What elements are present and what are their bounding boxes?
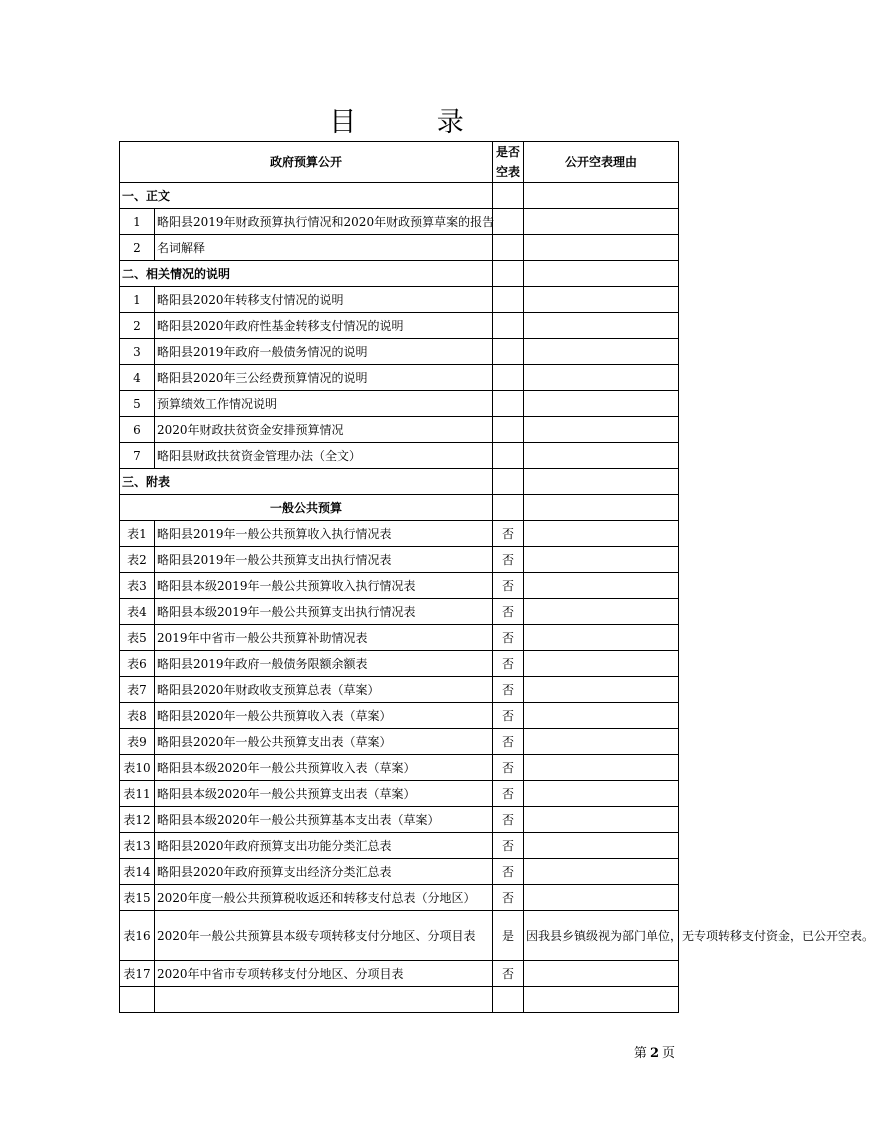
item-number: 5 — [120, 391, 155, 417]
toc-table — [119, 141, 874, 1013]
item-empty-flag: 否 — [493, 625, 524, 651]
item-reason — [524, 287, 679, 313]
item-reason — [524, 807, 679, 833]
item-reason — [524, 833, 679, 859]
item-number: 表5 — [120, 625, 155, 651]
item-reason — [524, 365, 679, 391]
page-prefix: 第 — [633, 1046, 647, 1061]
table-row — [120, 807, 679, 833]
table-row — [120, 599, 679, 625]
page-suffix: 页 — [661, 1046, 675, 1061]
item-number: 表10 — [120, 755, 155, 781]
item-name: 略阳县2019年一般公共预算收入执行情况表 — [155, 521, 493, 547]
item-reason — [524, 547, 679, 573]
item-empty-flag: 否 — [493, 677, 524, 703]
item-empty-flag: 否 — [493, 807, 524, 833]
section-title: 一、正文 — [120, 183, 493, 209]
item-empty-flag: 是 — [493, 911, 524, 961]
item-name: 2020年一般公共预算县本级专项转移支付分地区、分项目表 — [155, 911, 493, 961]
item-number: 2 — [120, 235, 155, 261]
item-number: 7 — [120, 443, 155, 469]
table-row — [120, 961, 679, 987]
item-empty-flag: 否 — [493, 961, 524, 987]
item-empty-flag: 否 — [493, 651, 524, 677]
section-row — [120, 261, 679, 287]
item-number: 表2 — [120, 547, 155, 573]
item-reason — [524, 677, 679, 703]
item-empty-flag — [493, 391, 524, 417]
document-title: 目 录 — [329, 107, 500, 138]
item-number: 表1 — [120, 521, 155, 547]
item-reason — [524, 339, 679, 365]
item-name: 略阳县本级2020年一般公共预算收入表（草案） — [155, 755, 493, 781]
item-empty-flag — [493, 209, 524, 235]
item-number: 表3 — [120, 573, 155, 599]
item-reason — [524, 521, 679, 547]
item-number: 表17 — [120, 961, 155, 987]
header-name: 政府预算公开 — [120, 142, 493, 183]
header-reason: 公开空表理由 — [524, 142, 679, 183]
table-row — [120, 859, 679, 885]
item-number: 表12 — [120, 807, 155, 833]
item-number: 表9 — [120, 729, 155, 755]
item-empty-flag: 否 — [493, 521, 524, 547]
section-row — [120, 183, 679, 209]
item-empty-flag: 否 — [493, 703, 524, 729]
section-row — [120, 469, 679, 495]
item-reason — [524, 703, 679, 729]
table-header-row — [120, 142, 679, 183]
item-name: 略阳县本级2019年一般公共预算支出执行情况表 — [155, 599, 493, 625]
blank-cell — [155, 987, 493, 1013]
table-row — [120, 443, 679, 469]
item-name: 2020年财政扶贫资金安排预算情况 — [155, 417, 493, 443]
item-number: 表8 — [120, 703, 155, 729]
item-empty-flag: 否 — [493, 729, 524, 755]
item-name: 2020年中省市专项转移支付分地区、分项目表 — [155, 961, 493, 987]
table-row — [120, 755, 679, 781]
table-row — [120, 781, 679, 807]
table-row — [120, 339, 679, 365]
item-number: 表14 — [120, 859, 155, 885]
empty-cell — [493, 469, 524, 495]
item-empty-flag: 否 — [493, 755, 524, 781]
item-empty-flag: 否 — [493, 885, 524, 911]
item-reason — [524, 599, 679, 625]
item-name: 略阳县财政扶贫资金管理办法（全文） — [155, 443, 493, 469]
item-number: 表4 — [120, 599, 155, 625]
item-reason — [524, 391, 679, 417]
table-row — [120, 547, 679, 573]
item-name: 名词解释 — [155, 235, 493, 261]
item-empty-flag — [493, 339, 524, 365]
reason-cell — [524, 261, 679, 287]
item-name: 2019年中省市一般公共预算补助情况表 — [155, 625, 493, 651]
item-empty-flag — [493, 287, 524, 313]
table-row — [120, 287, 679, 313]
item-empty-flag: 否 — [493, 599, 524, 625]
table-row — [120, 391, 679, 417]
item-number: 表11 — [120, 781, 155, 807]
item-name: 略阳县2020年政府性基金转移支付情况的说明 — [155, 313, 493, 339]
item-reason — [524, 417, 679, 443]
empty-cell — [493, 495, 524, 521]
reason-cell — [524, 495, 679, 521]
table-row — [120, 235, 679, 261]
item-reason — [524, 961, 679, 987]
table-row — [120, 651, 679, 677]
item-reason: 因我县乡镇级视为部门单位，无专项转移支付资金，已公开空表。 — [524, 911, 679, 961]
section-title: 二、相关情况的说明 — [120, 261, 493, 287]
table-row — [120, 625, 679, 651]
item-empty-flag: 否 — [493, 547, 524, 573]
item-number: 6 — [120, 417, 155, 443]
item-empty-flag: 否 — [493, 781, 524, 807]
item-name: 略阳县2020年政府预算支出经济分类汇总表 — [155, 859, 493, 885]
item-empty-flag — [493, 417, 524, 443]
item-name: 略阳县本级2020年一般公共预算支出表（草案） — [155, 781, 493, 807]
reason-cell — [524, 469, 679, 495]
item-reason — [524, 443, 679, 469]
blank-row — [120, 987, 679, 1013]
page-num: 2 — [649, 1046, 659, 1061]
table-row — [120, 313, 679, 339]
item-number: 表16 — [120, 911, 155, 961]
empty-cell — [493, 183, 524, 209]
table-row — [120, 911, 679, 961]
item-name: 略阳县2020年政府预算支出功能分类汇总表 — [155, 833, 493, 859]
item-reason — [524, 625, 679, 651]
item-name: 略阳县本级2019年一般公共预算收入执行情况表 — [155, 573, 493, 599]
item-name: 略阳县本级2020年一般公共预算基本支出表（草案） — [155, 807, 493, 833]
item-number: 表15 — [120, 885, 155, 911]
item-number: 3 — [120, 339, 155, 365]
item-number: 表13 — [120, 833, 155, 859]
item-name: 略阳县2019年政府一般债务情况的说明 — [155, 339, 493, 365]
subsection-title: 一般公共预算 — [120, 495, 493, 521]
table-row — [120, 365, 679, 391]
blank-cell — [120, 987, 155, 1013]
item-empty-flag: 否 — [493, 859, 524, 885]
item-name: 略阳县2020年一般公共预算收入表（草案） — [155, 703, 493, 729]
table-row — [120, 209, 679, 235]
blank-cell — [493, 987, 524, 1013]
toc-body — [120, 142, 874, 1013]
empty-cell — [493, 261, 524, 287]
section-title: 三、附表 — [120, 469, 493, 495]
item-number: 4 — [120, 365, 155, 391]
item-name: 略阳县2020年财政收支预算总表（草案） — [155, 677, 493, 703]
item-name: 略阳县2020年一般公共预算支出表（草案） — [155, 729, 493, 755]
item-empty-flag — [493, 443, 524, 469]
item-reason — [524, 209, 679, 235]
table-row — [120, 885, 679, 911]
item-number: 2 — [120, 313, 155, 339]
item-name: 预算绩效工作情况说明 — [155, 391, 493, 417]
item-empty-flag — [493, 313, 524, 339]
item-reason — [524, 755, 679, 781]
item-reason — [524, 313, 679, 339]
item-reason — [524, 729, 679, 755]
item-name: 略阳县2020年三公经费预算情况的说明 — [155, 365, 493, 391]
subsection-row — [120, 495, 679, 521]
item-name: 略阳县2019年一般公共预算支出执行情况表 — [155, 547, 493, 573]
item-name: 2020年度一般公共预算税收返还和转移支付总表（分地区） — [155, 885, 493, 911]
item-name: 略阳县2019年政府一般债务限额余额表 — [155, 651, 493, 677]
table-row — [120, 729, 679, 755]
item-empty-flag: 否 — [493, 573, 524, 599]
table-row — [120, 521, 679, 547]
table-row — [120, 833, 679, 859]
table-row — [120, 703, 679, 729]
item-name: 略阳县2020年转移支付情况的说明 — [155, 287, 493, 313]
table-row — [120, 417, 679, 443]
item-number: 1 — [120, 287, 155, 313]
item-empty-flag — [493, 235, 524, 261]
item-reason — [524, 781, 679, 807]
blank-cell — [524, 987, 679, 1013]
item-number: 表7 — [120, 677, 155, 703]
item-name: 略阳县2019年财政预算执行情况和2020年财政预算草案的报告 — [155, 209, 493, 235]
page-number — [634, 1042, 675, 1061]
item-reason — [524, 885, 679, 911]
item-empty-flag — [493, 365, 524, 391]
item-empty-flag: 否 — [493, 833, 524, 859]
item-reason — [524, 651, 679, 677]
item-reason — [524, 573, 679, 599]
item-number: 表6 — [120, 651, 155, 677]
table-row — [120, 573, 679, 599]
table-row — [120, 677, 679, 703]
item-number: 1 — [120, 209, 155, 235]
item-reason — [524, 859, 679, 885]
item-reason — [524, 235, 679, 261]
reason-cell — [524, 183, 679, 209]
header-empty: 是否空表 — [493, 142, 524, 183]
